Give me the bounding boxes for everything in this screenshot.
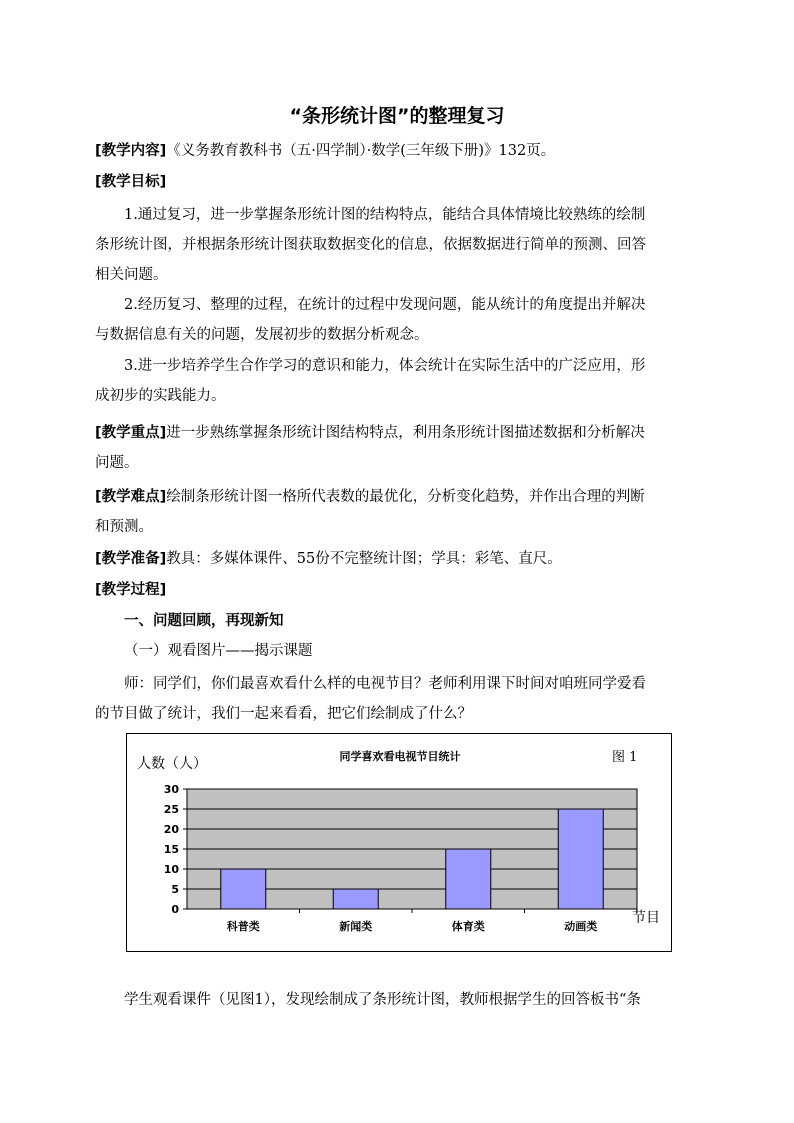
x-tick-label: 科普类 (226, 920, 260, 933)
bar (446, 849, 491, 909)
goal1-line2: 条形统计图，并根据条形统计图获取数据变化的信息，依据数据进行简单的预测、回答 (95, 237, 646, 253)
x-tick-label: 动画类 (564, 920, 598, 933)
prep-label: [教学准备] (95, 551, 167, 567)
content-line (95, 136, 555, 166)
goal1-line3: 相关问题。 (95, 267, 168, 283)
x-axis-label: 节目 (632, 910, 660, 926)
goals-label: [教学目标] (95, 174, 167, 190)
bar (558, 809, 603, 909)
focus-line1 (95, 418, 645, 448)
chart-title: 同学喜欢看电视节目统计 (339, 750, 461, 763)
y-tick-label: 5 (171, 883, 179, 896)
y-tick-label: 0 (171, 903, 179, 916)
y-axis-label: 人数（人） (137, 756, 207, 772)
process-label: [教学过程] (95, 582, 167, 598)
content-text: 《义务教育教科书（五·四学制）·数学(三年级下册)》132页。 (166, 143, 556, 159)
section-heading: 一、问题回顾，再现新知 (124, 613, 284, 629)
difficulty-line2: 和预测。 (95, 519, 153, 535)
y-tick-label: 25 (163, 803, 179, 816)
bar-chart-svg (127, 734, 673, 953)
figure-label: 图 1 (612, 750, 638, 765)
teacher-line2: 的节目做了统计，我们一起来看看，把它们绘制成了什么？ (95, 706, 472, 722)
difficulty-line1 (95, 482, 645, 512)
goal1-line1: 1.通过复习，进一步掌握条形统计图的结构特点，能结合具体情境比较熟练的绘制 (124, 207, 646, 223)
goal2-line2: 与数据信息有关的问题，发展初步的数据分析观念。 (95, 327, 429, 343)
y-tick-label: 15 (163, 843, 179, 856)
bar-chart (126, 733, 672, 952)
x-tick-label: 新闻类 (339, 920, 373, 933)
goal3-line1: 3.进一步培养学生合作学习的意识和能力，体会统计在实际生活中的广泛应用，形 (124, 358, 646, 374)
x-tick-label: 体育类 (451, 920, 485, 933)
subsection-heading: （一）观看图片——揭示课题 (124, 643, 313, 659)
teacher-line1: 师：同学们，你们最喜欢看什么样的电视节目？老师利用课下时间对咱班同学爱看 (124, 676, 646, 692)
focus-line2: 问题。 (95, 455, 139, 471)
page-title: “条形统计图”的整理复习 (289, 105, 505, 127)
difficulty-text: 绘制条形统计图一格所代表数的最优化，分析变化趋势，并作出合理的判断 (166, 489, 645, 505)
y-tick-label: 10 (163, 863, 179, 876)
content-label: [教学内容] (95, 143, 167, 159)
y-tick-label: 20 (163, 823, 179, 836)
goal2-line1: 2.经历复习、整理的过程，在统计的过程中发现问题，能从统计的角度提出并解决 (124, 297, 646, 313)
focus-text: 进一步熟练掌握条形统计图结构特点，利用条形统计图描述数据和分析解决 (166, 425, 645, 441)
difficulty-label: [教学难点] (95, 489, 167, 505)
goal3-line2: 成初步的实践能力。 (95, 388, 226, 404)
after-chart-line: 学生观看课件（见图1），发现绘制成了条形统计图，教师根据学生的回答板书“条 (124, 992, 641, 1008)
y-tick-label: 30 (163, 783, 179, 796)
bar (221, 869, 266, 909)
focus-label: [教学重点] (95, 425, 167, 441)
prep-line (95, 544, 562, 574)
bar (333, 889, 378, 909)
prep-text: 教具：多媒体课件、55份不完整统计图；学具：彩笔、直尺。 (166, 551, 562, 567)
